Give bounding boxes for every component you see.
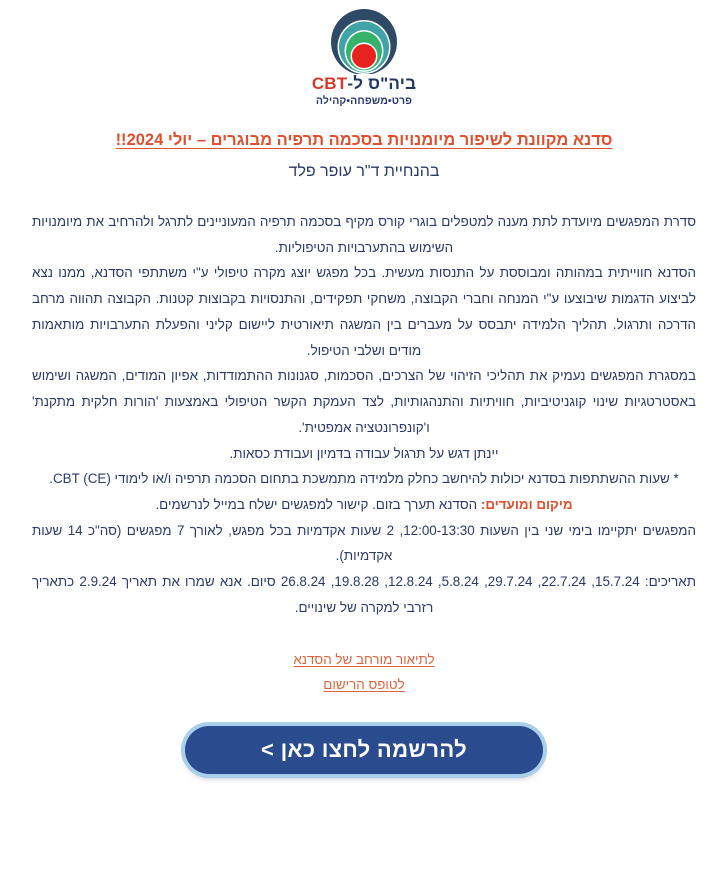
body-content [32, 209, 696, 621]
paragraph-dates: תאריכים: 15.7.24, 22.7.24, 29.7.24, 5.8.24, 12.8.24, 19.8.28, 26.8.24 סיום. אנא שמרו את תאריך 2.9.24 כתאריך רזרבי למקרה של שינויים. [32, 574, 696, 615]
paragraph-location [32, 492, 696, 518]
paragraph-experiential: הסדנא חווייתית במהותה ומבוססת על התנסות מעשית. בכל מפגש יוצג מקרה טיפולי ע"י משתתפי הסדנא, ממנו נצא לביצוע הדגמות שיבוצעו ע"י המנחה וחברי הקבוצה, משחקי תפקידים, והתנסויות בקבוצות קטנות. הקבוצה תהווה מרחב הדרכה ותרגול. תהליך הלמידה יתבסס על מעברים בין המשגה תיאורטית ליישום קליני והפעלת התערבויות מותאמות מודים ושלבי הטיפול. [32, 265, 696, 358]
logo-block [0, 0, 728, 107]
paragraph-schedule: המפגשים יתקיימו בימי שני בין השעות 12:00-13:30, 2 שעות אקדמיות בכל מפגש, לאורך 7 מפגשים (סה"כ 14 שעות אקדמיות). [32, 522, 696, 564]
location-label: מיקום ומועדים: [480, 496, 573, 512]
page-subtitle: בהנחיית ד"ר עופר פלד [288, 163, 440, 181]
paragraph-practice-focus: יינתן דגש על תרגול עבודה בדמיון ועבודת כסאות. [229, 445, 499, 461]
cbt-school-logo-icon [323, 6, 405, 74]
cta-wrap [0, 726, 728, 774]
paragraph-scope: במסגרת המפגשים נעמיק את תהליכי הזיהוי של הצרכים, הסכמות, סגנונות ההתמודדות, אפיון המודים, המשגה ושימוש באסטרטגיות שינוי קוגניטיביות, חוויתיות והתנהגותיות, לצד העמקת הקשר הטיפולי באמצעות 'הורות חלקית מתקנת' ו'קונפרונטציה אמפטית'. [32, 368, 696, 435]
links-block [32, 647, 696, 698]
link-extended-description[interactable]: לתיאור מורחב של הסדנא [293, 651, 435, 667]
link-registration-form[interactable]: לטופס הרישום [323, 677, 405, 693]
location-text: הסדנא תערך בזום. קישור למפגשים ישלח במייל לנרשמים. [155, 496, 478, 512]
page-title: סדנא מקוונת לשיפור מיומנויות בסכמה תרפיה מבוגרים – יולי 2024!! [115, 130, 613, 149]
footnote-ce-credit: * שעות ההשתתפות בסדנא יכולות להיחשב כחלק מלמידה מתמשכת בתחום הסכמה תרפיה ו/או לימודי CBT (CE). [49, 471, 679, 487]
register-here-button[interactable]: להרשמה לחצו כאן > [185, 726, 543, 774]
logo-wordmark-cbt: CBT [311, 74, 348, 93]
logo-wordmark [312, 75, 416, 93]
logo-wordmark-prefix: ביה"ס ל- [347, 74, 417, 93]
paragraph-intro: סדרת המפגשים מיועדת לתת מענה למטפלים בוגרי קורס מקיף בסכמה תרפיה המעוניינים לתרגל ולהרחיב את מיומנויות השימוש בהתערבויות הטיפוליות. [32, 213, 696, 255]
logo-tagline: פרט•משפחה•קהילה [315, 94, 413, 107]
